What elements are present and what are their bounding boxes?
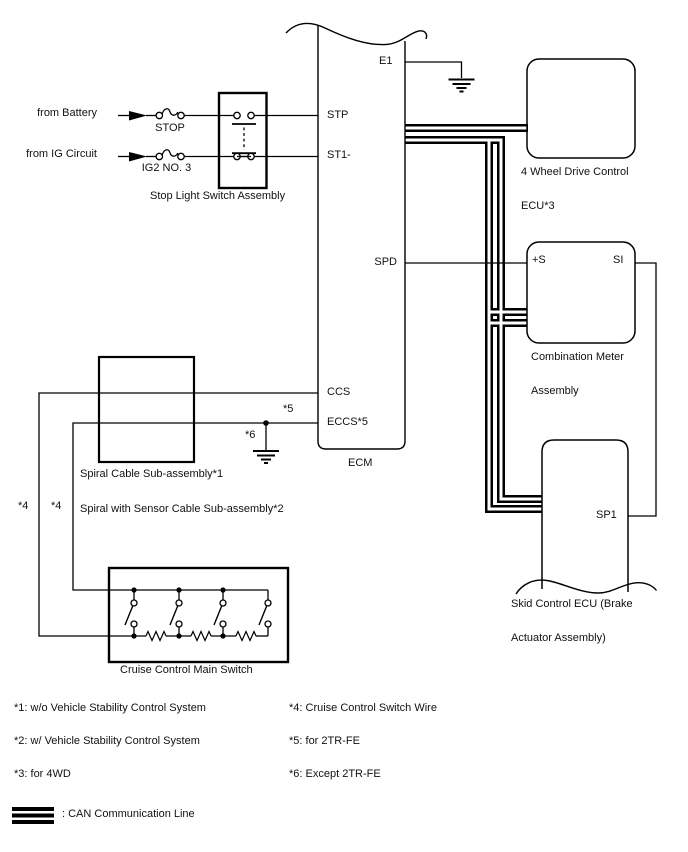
meter-label-line2: Assembly	[531, 385, 579, 397]
spiral-cable-label-2: Spiral with Sensor Cable Sub-assembly*2	[80, 503, 284, 515]
skid-control-ecu-box	[516, 440, 657, 594]
fuse-stop-label: STOP	[155, 122, 185, 134]
skid-label-line2: Actuator Assembly)	[511, 632, 606, 644]
four-wd-label-line2: ECU*3	[521, 200, 555, 212]
ecm-box	[286, 23, 427, 449]
footnote-1: *1: w/o Vehicle Stability Control System	[14, 702, 206, 714]
ecm-terminal-ccs: CCS	[327, 386, 351, 398]
wire-note-4-left: *4	[18, 500, 29, 512]
ecm-terminal-stp: STP	[327, 109, 349, 121]
ecm-terminal-st1: ST1-	[327, 149, 351, 161]
meter-label-line1: Combination Meter	[531, 351, 624, 363]
e1-ground-icon	[449, 80, 475, 92]
cruise-switch-label: Cruise Control Main Switch	[120, 664, 253, 676]
spiral-cable-label-1: Spiral Cable Sub-assembly*1	[80, 468, 224, 480]
ecm-terminal-e1: E1	[379, 55, 393, 67]
cruise-switch-internals	[125, 587, 271, 640]
four-wheel-drive-ecu-label	[521, 164, 629, 215]
resistor-symbols	[146, 632, 256, 641]
fuse-ig-label: IG2 NO. 3	[141, 162, 192, 174]
can-line-legend-icon	[12, 807, 54, 824]
footnote-3: *3: for 4WD	[14, 768, 71, 780]
meter-terminal-plus-s: +S	[532, 254, 546, 266]
stop-light-switch-contacts	[232, 112, 256, 159]
can-legend-label: : CAN Communication Line	[62, 808, 195, 820]
wire-note-4-right: *4	[51, 500, 62, 512]
ecm-label: ECM	[348, 457, 373, 469]
from-battery-label: from Battery	[37, 107, 97, 119]
spiral-cable-box	[99, 357, 194, 462]
footnote-4: *4: Cruise Control Switch Wire	[289, 702, 437, 714]
skid-control-ecu-label	[511, 596, 633, 647]
combination-meter-label	[531, 349, 624, 400]
skid-terminal-sp1: SP1	[596, 509, 617, 521]
eccs-ground-icon	[253, 451, 279, 463]
fuse-ig-symbol	[156, 150, 184, 160]
arrow-right-icon	[129, 111, 147, 162]
fuse-stop-symbol	[156, 109, 184, 119]
ecm-terminal-eccs: ECCS*5	[327, 416, 368, 428]
four-wd-label-line1: 4 Wheel Drive Control	[521, 166, 629, 178]
from-ig-label: from IG Circuit	[26, 148, 97, 160]
switch-contact-circles	[131, 600, 271, 627]
note-6: *6	[245, 429, 256, 441]
note-5: *5	[283, 403, 294, 415]
eccs-junction-dot	[263, 420, 269, 426]
four-wheel-drive-ecu-box	[527, 59, 635, 158]
skid-label-line1: Skid Control ECU (Brake	[511, 598, 633, 610]
stop-light-switch-label: Stop Light Switch Assembly	[150, 190, 286, 202]
footnote-2: *2: w/ Vehicle Stability Control System	[14, 735, 200, 747]
skid-torn-edge	[516, 580, 657, 594]
stop-light-switch-box	[219, 93, 267, 188]
meter-terminal-si: SI	[613, 254, 624, 266]
footnote-5: *5: for 2TR-FE	[289, 735, 360, 747]
switch-blades	[125, 604, 268, 625]
ecm-terminal-spd: SPD	[374, 256, 397, 268]
footnote-6: *6: Except 2TR-FE	[289, 768, 381, 780]
cruise-switch-box	[109, 568, 288, 662]
